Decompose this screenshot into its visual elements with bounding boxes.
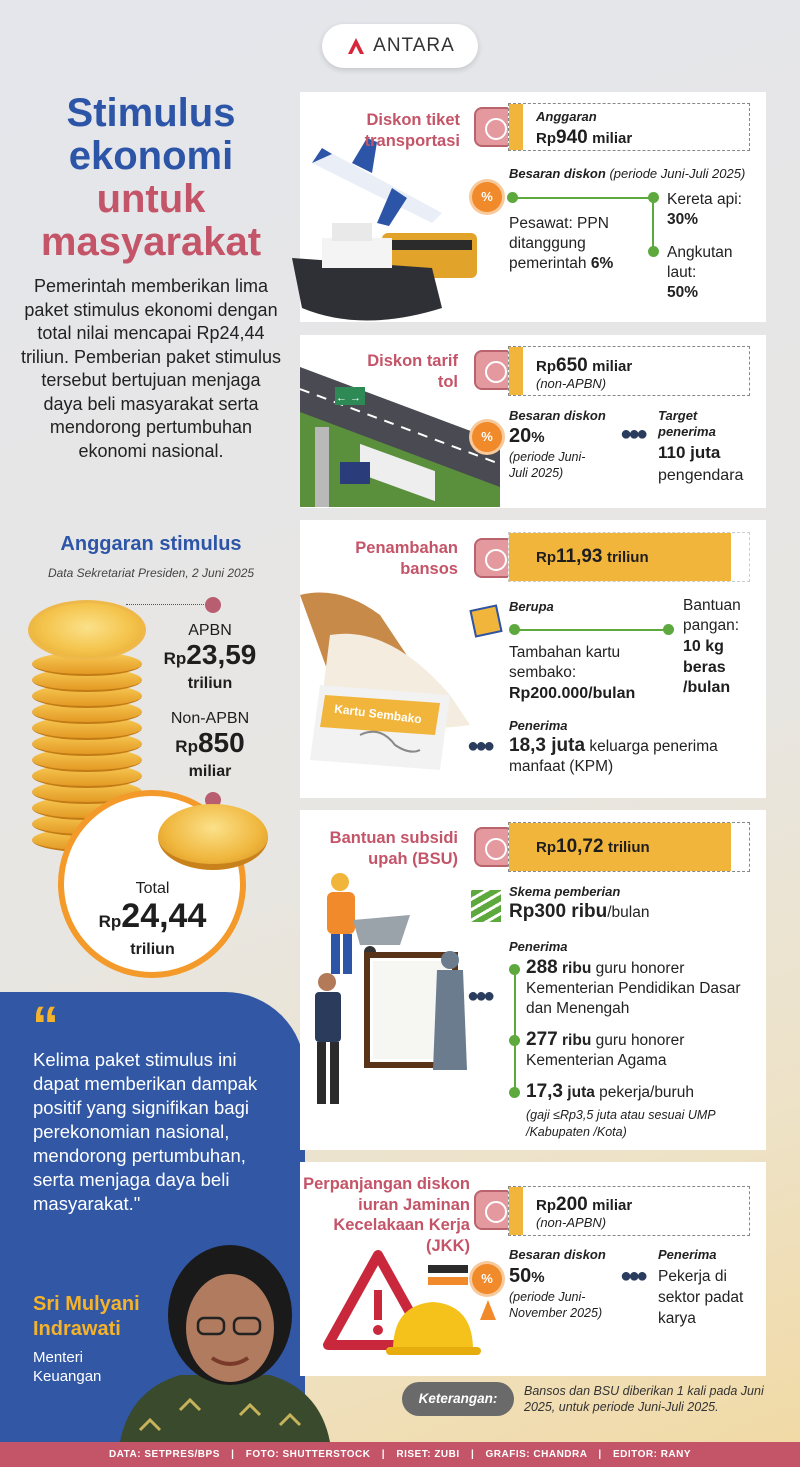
people-icon: ●●● — [467, 735, 492, 757]
antara-logo-icon — [345, 35, 367, 57]
budget-source: Data Sekretariat Presiden, 2 Juni 2025 — [47, 566, 255, 580]
page-title — [20, 92, 282, 264]
jkk-recipient-text: Pekerja di sektor padat karya — [658, 1268, 744, 1327]
credit-separator: | — [470, 1449, 475, 1460]
intro-paragraph: Pemerintah memberikan lima paket stimulus ekonomi dengan total nilai mencapai Rp24,44 triliun. Pemberian paket stimulus tersebut bertujuan menjaga daya beli masyarakat serta mendorong pertumbuhan ekonomi nasional. — [20, 276, 282, 461]
train-discount: Kereta api: 30% — [667, 191, 742, 228]
people-icon: ●●● — [467, 985, 492, 1007]
plane-dot — [507, 192, 518, 203]
bansos-form-label: Berupa — [509, 599, 554, 614]
transport-title: Diskon tiket transportasi — [364, 111, 460, 150]
bsu-recipient-label: Penerima — [509, 939, 568, 954]
nonapbn-unit: miliar — [188, 763, 232, 780]
nonapbn-label: Non-APBN — [170, 710, 250, 727]
single-coin — [158, 804, 268, 870]
transport-budget-amount: Rp940 miliar — [536, 127, 633, 148]
percent-icon: % — [472, 422, 502, 452]
bsu-recipient-1: 288 ribu guru honorer Kementerian Pendidikan Dasar dan Menengah — [526, 957, 741, 1017]
bansos-food-value: 10 kg beras /bulan — [683, 638, 731, 696]
speaker-name: Sri Mulyani Indrawati — [33, 1293, 140, 1340]
transport-connector-vertical — [652, 197, 654, 252]
bansos-card-text: Tambahan kartu sembako: — [509, 644, 621, 681]
sea-dot — [648, 246, 659, 257]
transport-connector — [512, 197, 655, 199]
jkk-discount-label: Besaran diskon — [509, 1247, 606, 1262]
credit-data: DATA: SETPRES/BPS — [108, 1449, 220, 1460]
antara-logo — [322, 24, 478, 68]
bsu-budget-amount: Rp10,72 triliun — [536, 836, 650, 857]
apbn-label: APBN — [188, 622, 232, 639]
transport-discount-label: Besaran diskon (periode Juni-Juli 2025) — [509, 166, 746, 181]
jkk-budget-amount: Rp200 miliar — [536, 1194, 633, 1215]
credit-separator: | — [381, 1449, 386, 1460]
toll-target-label: Target penerima — [658, 408, 716, 439]
card-icon — [469, 604, 502, 637]
bsu-scheme-label: Skema pemberian — [509, 884, 621, 899]
credit-photo: FOTO: SHUTTERSTOCK — [245, 1449, 371, 1460]
toll-target-unit: pengendara — [658, 467, 744, 484]
bansos-card-value: Rp200.000/bulan — [509, 685, 636, 702]
nonapbn-block — [150, 710, 270, 781]
jkk-discount-period: (periode Juni-November 2025) — [509, 1290, 603, 1320]
apbn-amount: Rp23,59 — [163, 639, 257, 670]
credit-research: RISET: ZUBI — [396, 1449, 460, 1460]
bsu-recipient-3-note: (gaji ≤Rp3,5 juta atau sesuai UMP /Kabupaten /Kota) — [526, 1108, 716, 1139]
toll-title: Diskon tarif tol — [367, 352, 458, 391]
toll-sign-arrows: ← → — [336, 392, 362, 404]
title-line-1: Stimulus — [66, 91, 236, 135]
kartu-sembako-label: Kartu Sembako — [333, 701, 423, 727]
bansos-food-text: Bantuan pangan: — [683, 597, 741, 634]
credit-editor: EDITOR: RANY — [612, 1449, 692, 1460]
bsu-r3-dot — [509, 1087, 520, 1098]
bsu-recipient-line — [514, 970, 516, 1093]
bsu-scheme: Rp300 ribu/bulan — [509, 901, 650, 922]
people-icon: ●●● — [620, 423, 645, 445]
credits-footer — [0, 1442, 800, 1467]
plane-discount: Pesawat: PPN ditanggung pemerintah 6% — [509, 215, 614, 272]
toll-discount-period: (periode Juni-Juli 2025) — [509, 450, 586, 480]
title-line-4: masyarakat — [40, 220, 262, 264]
budget-title: Anggaran stimulus — [60, 533, 242, 555]
percent-icon: % — [472, 1264, 502, 1294]
sea-discount: Angkutan laut: 50% — [667, 244, 733, 301]
bsu-r1-dot — [509, 964, 520, 975]
percent-icon: % — [472, 182, 502, 212]
bansos-title: Penambahan bansos — [355, 539, 458, 578]
rice-illustration — [300, 585, 470, 775]
quote-mark: “ — [32, 996, 59, 1056]
money-stack-icon — [471, 890, 501, 922]
jkk-recipient-label: Penerima — [658, 1247, 717, 1262]
toll-budget-amount: Rp650 miliar — [536, 355, 633, 376]
logo-text: ANTARA — [373, 35, 455, 56]
total-amount: Rp24,44 — [98, 897, 207, 935]
apbn-block — [150, 622, 270, 693]
people-icon: ●●● — [620, 1265, 645, 1287]
card-dot — [509, 624, 520, 635]
workers-illustration — [305, 870, 470, 1110]
bansos-connector — [515, 629, 667, 631]
total-unit: triliun — [130, 941, 175, 958]
toll-target-value: 110 juta — [658, 443, 721, 462]
bsu-recipient-2: 277 ribu guru honorer Kementerian Agama — [526, 1029, 685, 1069]
apbn-marker — [205, 597, 221, 613]
bsu-recipient-3: 17,3 juta pekerja/buruh — [526, 1081, 694, 1102]
apbn-leader-line — [126, 604, 206, 605]
bansos-recipient-label: Penerima — [509, 718, 568, 733]
toll-discount-value: 20% — [509, 425, 545, 447]
footnote-text: Bansos dan BSU diberikan 1 kali pada Juni 2025, untuk periode Juni-Juli 2025. — [524, 1384, 764, 1414]
nonapbn-amount: Rp850 — [175, 727, 245, 758]
credit-graphic: GRAFIS: CHANDRA — [485, 1449, 588, 1460]
bansos-budget-amount: Rp11,93 triliun — [536, 546, 649, 567]
food-dot — [663, 624, 674, 635]
speaker-role: Menteri Keuangan — [33, 1349, 102, 1385]
apbn-unit: triliun — [187, 675, 233, 692]
toll-discount-label: Besaran diskon — [509, 408, 606, 423]
bansos-recipient: 18,3 juta keluarga penerima manfaat (KPM) — [509, 735, 718, 775]
jkk-title: Perpanjangan diskon iuran Jaminan Kecelakaan Kerja (JKK) — [303, 1175, 470, 1255]
jkk-discount-value: 50% — [509, 1265, 545, 1287]
footnote-label: Keterangan: — [402, 1382, 514, 1416]
transport-budget-label: Anggaran — [536, 109, 597, 124]
toll-budget-note: (non-APBN) — [536, 376, 607, 391]
credit-separator: | — [231, 1449, 235, 1460]
total-block — [70, 880, 235, 959]
credit-separator: | — [598, 1449, 602, 1460]
jkk-budget-note: (non-APBN) — [536, 1215, 607, 1230]
quote-text: Kelima paket stimulus ini dapat memberikan dampak positif yang signifikan bagi perekonomian nasional, mendorong pertumbuhan, serta menjaga daya beli masyarakat." — [33, 1049, 258, 1214]
title-line-3: untuk — [96, 177, 206, 221]
bsu-title: Bantuan subsidi upah (BSU) — [329, 829, 458, 868]
bsu-r2-dot — [509, 1035, 520, 1046]
title-line-2: ekonomi — [68, 134, 234, 178]
total-label: Total — [135, 880, 170, 897]
